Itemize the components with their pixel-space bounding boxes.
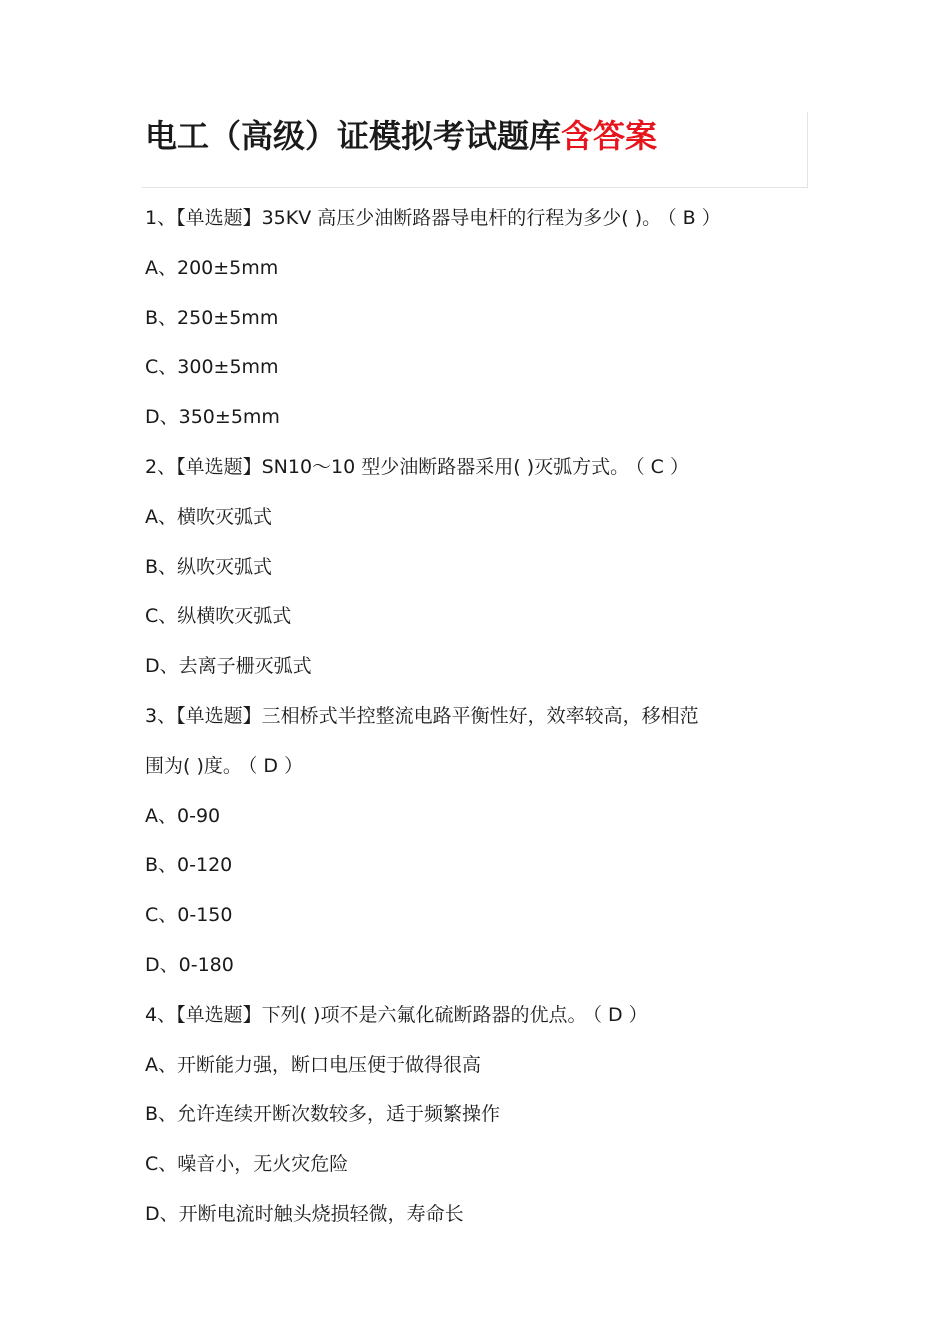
question-1-option-d: D、350±5mm	[145, 406, 280, 429]
question-3-option-d: D、0-180	[145, 953, 234, 976]
question-1-answer: （ B ）	[667, 207, 721, 229]
question-4-option-b: B、允许连续开断次数较多，适于频繁操作	[145, 1103, 501, 1126]
question-2-text: SN10～10 型少油断路器采用( )灭弧方式。	[261, 455, 630, 478]
title-main: 电工（高级）证模拟考试题库	[145, 117, 562, 155]
question-1-prefix: 1、【单选题】	[145, 207, 262, 229]
question-3	[145, 692, 810, 742]
question-1-option-b: B、250±5mm	[145, 306, 279, 329]
question-3-option-a: A、0-90	[145, 804, 221, 827]
question-3-answer: （ D ）	[247, 754, 304, 777]
title-box	[142, 112, 808, 188]
question-2	[145, 443, 810, 493]
question-4-prefix: 4、【单选题】	[145, 1003, 262, 1026]
question-3-option-c: C、0-150	[145, 904, 233, 927]
question-3-text-line2: 围为( )度。	[145, 754, 242, 777]
question-1-option-c: C、300±5mm	[145, 356, 279, 379]
question-1-text: 35KV 高压少油断路器导电杆的行程为多少( )。	[261, 207, 662, 229]
question-1-option-a: A、200±5mm	[145, 256, 279, 279]
question-4	[145, 991, 810, 1041]
page-title	[145, 116, 657, 156]
question-2-answer: （ C ）	[635, 455, 689, 478]
question-1	[145, 194, 810, 244]
question-3-continued	[145, 742, 810, 792]
question-3-option-b: B、0-120	[145, 854, 233, 877]
question-2-option-d: D、去离子栅灭弧式	[145, 655, 312, 678]
question-4-answer: （ D ）	[592, 1003, 648, 1026]
question-2-prefix: 2、【单选题】	[145, 455, 262, 478]
question-3-prefix: 3、【单选题】	[145, 704, 262, 727]
question-3-text-line1: 三相桥式半控整流电路平衡性好，效率较高，移相范	[261, 704, 699, 727]
question-4-option-c: C、噪音小，无火灾危险	[145, 1153, 349, 1176]
question-2-option-c: C、纵横吹灭弧式	[145, 605, 292, 628]
question-4-option-a: A、开断能力强，断口电压便于做得很高	[145, 1053, 481, 1076]
question-2-option-a: A、横吹灭弧式	[145, 505, 272, 528]
title-accent: 含答案	[561, 117, 658, 155]
question-2-option-b: B、纵吹灭弧式	[145, 555, 273, 578]
question-4-option-d: D、开断电流时触头烧损轻微，寿命长	[145, 1202, 464, 1225]
question-list	[145, 194, 810, 1240]
question-4-text: 下列( )项不是六氟化硫断路器的优点。	[261, 1003, 587, 1026]
